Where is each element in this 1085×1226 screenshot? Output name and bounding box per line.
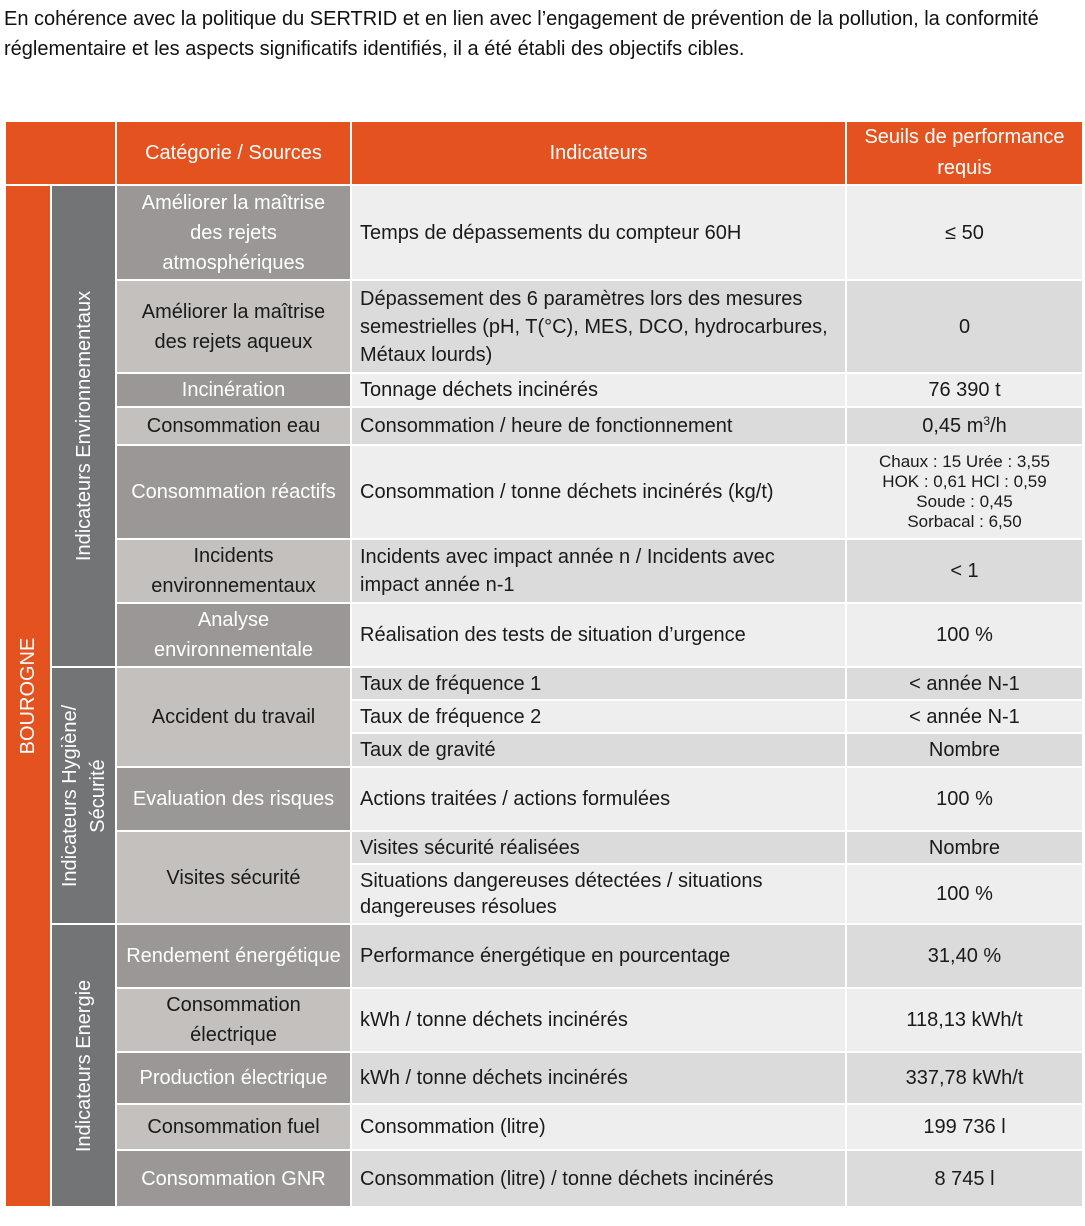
- table-row: [5, 603, 1083, 667]
- threshold-cell: Nombre: [846, 733, 1083, 767]
- indicator-cell: Tonnage déchets incinérés: [351, 373, 846, 407]
- table-header-row: [5, 121, 1083, 185]
- threshold-cell: 8 745 l: [846, 1150, 1083, 1207]
- threshold-cell: 100 %: [846, 603, 1083, 667]
- indicator-cell: kWh / tonne déchets incinérés: [351, 1052, 846, 1104]
- table-row: [5, 767, 1083, 831]
- threshold-line: Sorbacal : 6,50: [907, 512, 1022, 531]
- threshold-cell: 31,40 %: [846, 924, 1083, 988]
- table-row: [5, 539, 1083, 603]
- category-cell: Consommation réactifs: [116, 445, 351, 539]
- indicator-cell: Incidents avec impact année n / Incidents avec impact année n-1: [351, 539, 846, 603]
- threshold-cell: 100 %: [846, 767, 1083, 831]
- group-env-cell: [51, 185, 116, 667]
- table-row: [5, 831, 1083, 864]
- objectives-table: [4, 120, 1084, 1208]
- threshold-cell: ≤ 50: [846, 185, 1083, 280]
- threshold-line: Soude : 0,45: [916, 492, 1013, 511]
- table-row: [5, 924, 1083, 988]
- table-row: [5, 280, 1083, 373]
- category-cell: Analyse environnementale: [116, 603, 351, 667]
- category-cell: Evaluation des risques: [116, 767, 351, 831]
- indicator-cell: Temps de dépassements du compteur 60H: [351, 185, 846, 280]
- table-row: [5, 1104, 1083, 1150]
- category-cell: Accident du travail: [116, 667, 351, 767]
- threshold-cell: 337,78 kWh/t: [846, 1052, 1083, 1104]
- threshold-cell: 0: [846, 280, 1083, 373]
- header-thresholds: Seuils de performance requis: [846, 121, 1083, 185]
- indicator-cell: Performance énergétique en pourcentage: [351, 924, 846, 988]
- table-row: [5, 185, 1083, 280]
- threshold-superscript: 3: [983, 414, 991, 428]
- threshold-cell: 76 390 t: [846, 373, 1083, 407]
- indicator-cell: Situations dangereuses détectées / situations dangereuses résolues: [351, 864, 846, 924]
- threshold-line: Chaux : 15 Urée : 3,55: [878, 452, 1051, 471]
- group-energy-label: Indicateurs Energie: [72, 979, 95, 1152]
- group-hs-cell: [51, 667, 116, 924]
- intro-paragraph: En cohérence avec la politique du SERTRID et en lien avec l’engagement de prévention de la pollution, la conformité réglementaire et les aspects significatifs identifiés, il a été établi des objectifs cibles.: [4, 8, 1039, 60]
- header-empty-cell: [5, 121, 116, 185]
- indicator-cell: Taux de fréquence 1: [351, 667, 846, 700]
- threshold-line: HOK : 0,61 HCl : 0,59: [882, 472, 1047, 491]
- table-row: [5, 1052, 1083, 1104]
- category-cell: Améliorer la maîtrise des rejets atmosphériques: [116, 185, 351, 280]
- indicator-cell: Visites sécurité réalisées: [351, 831, 846, 864]
- threshold-cell: [846, 445, 1083, 539]
- site-label: BOUROGNE: [17, 637, 39, 755]
- category-cell: Améliorer la maîtrise des rejets aqueux: [116, 280, 351, 373]
- indicator-cell: Consommation / tonne déchets incinérés (kg/t): [351, 445, 846, 539]
- category-cell: Consommation fuel: [116, 1104, 351, 1150]
- threshold-unit: /h: [990, 415, 1007, 437]
- table-row: [5, 373, 1083, 407]
- table-row: [5, 988, 1083, 1052]
- indicator-cell: Taux de gravité: [351, 733, 846, 767]
- indicator-cell: kWh / tonne déchets incinérés: [351, 988, 846, 1052]
- table-row: [5, 445, 1083, 539]
- threshold-cell: < année N-1: [846, 700, 1083, 733]
- category-cell: Consommation eau: [116, 407, 351, 445]
- header-category: Catégorie / Sources: [116, 121, 351, 185]
- table-row: [5, 407, 1083, 445]
- threshold-cell: 199 736 l: [846, 1104, 1083, 1150]
- indicator-cell: Réalisation des tests de situation d’urgence: [351, 603, 846, 667]
- threshold-cell: 100 %: [846, 864, 1083, 924]
- group-energy-cell: [51, 924, 116, 1207]
- indicator-cell: Consommation (litre): [351, 1104, 846, 1150]
- category-cell: Consommation GNR: [116, 1150, 351, 1207]
- indicator-cell: Consommation / heure de fonctionnement: [351, 407, 846, 445]
- category-cell: Production électrique: [116, 1052, 351, 1104]
- threshold-cell: < année N-1: [846, 667, 1083, 700]
- category-cell: Incinération: [116, 373, 351, 407]
- site-cell: [5, 185, 51, 1207]
- indicator-cell: Consommation (litre) / tonne déchets incinérés: [351, 1150, 846, 1207]
- threshold-cell: [846, 407, 1083, 445]
- category-cell: Rendement énergétique: [116, 924, 351, 988]
- threshold-cell: Nombre: [846, 831, 1083, 864]
- category-cell: Incidents environnementaux: [116, 539, 351, 603]
- category-cell: Visites sécurité: [116, 831, 351, 924]
- threshold-cell: < 1: [846, 539, 1083, 603]
- indicator-cell: Dépassement des 6 paramètres lors des mesures semestrielles (pH, T(°C), MES, DCO, hydrocarbures, Métaux lourds): [351, 280, 846, 373]
- table-row: [5, 667, 1083, 700]
- threshold-cell: 118,13 kWh/t: [846, 988, 1083, 1052]
- table-row: [5, 1150, 1083, 1207]
- group-hs-label: Indicateurs Hygiène/ Sécurité: [58, 704, 109, 887]
- indicator-cell: Actions traitées / actions formulées: [351, 767, 846, 831]
- header-indicators: Indicateurs: [351, 121, 846, 185]
- threshold-value: 0,45 m: [922, 415, 984, 437]
- indicator-cell: Taux de fréquence 2: [351, 700, 846, 733]
- group-env-label: Indicateurs Environnementaux: [72, 290, 95, 562]
- category-cell: Consommation électrique: [116, 988, 351, 1052]
